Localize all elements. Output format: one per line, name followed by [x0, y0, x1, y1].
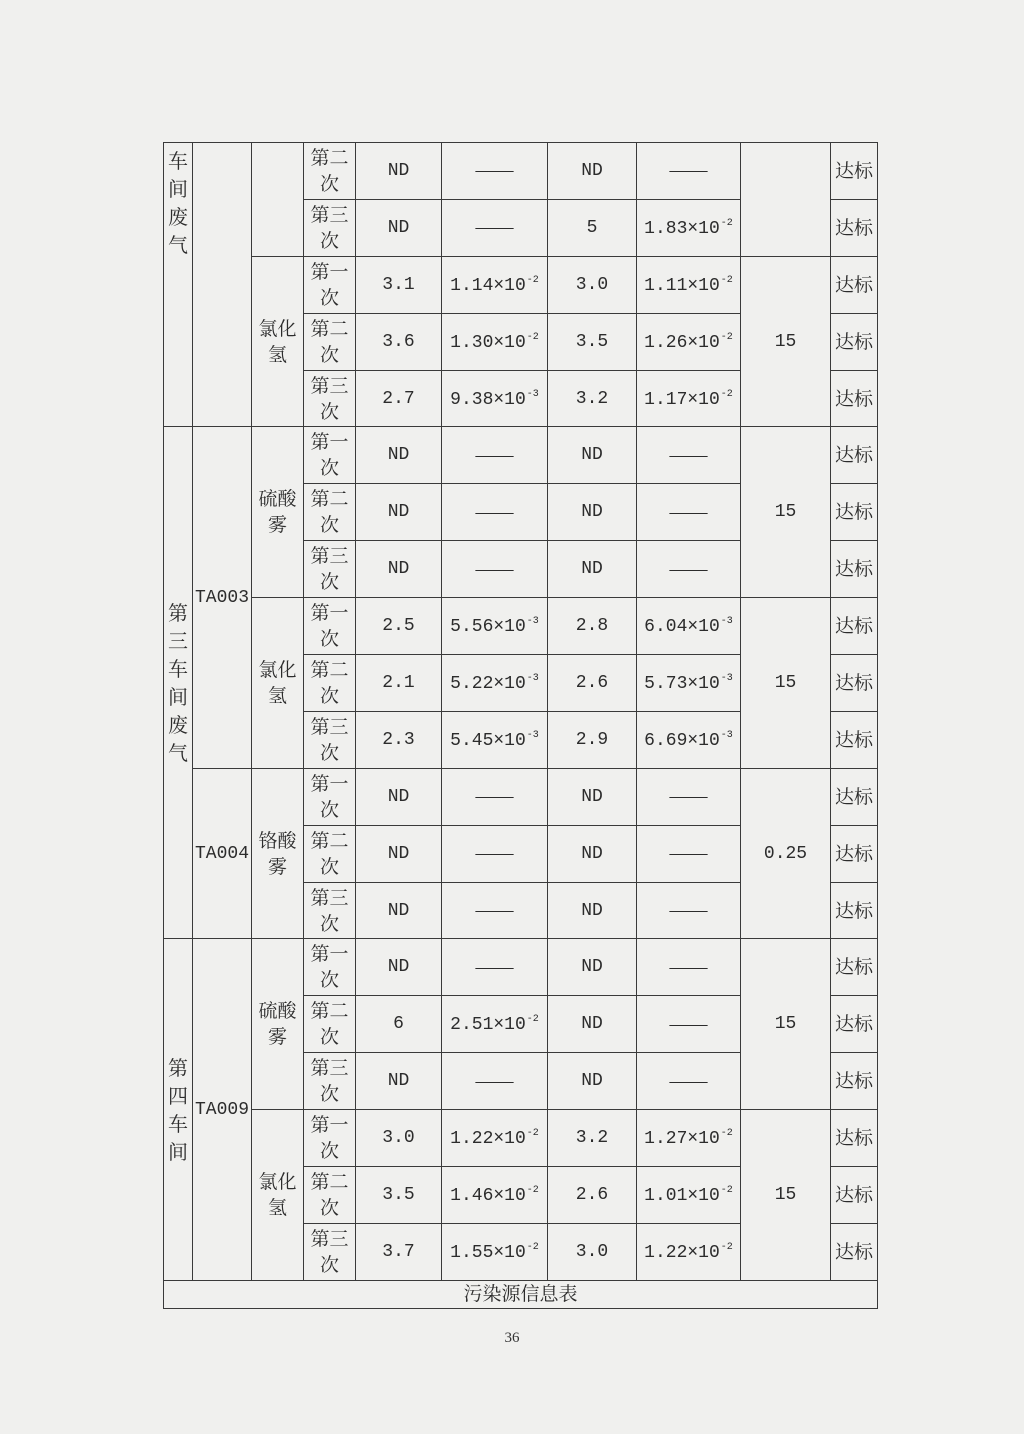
emission-rate-1-mantissa: ——: [475, 217, 514, 239]
emission-rate-2: [637, 939, 741, 996]
concentration-1: 6: [356, 996, 442, 1053]
table-row: [164, 256, 878, 313]
sampling-times: 第二次: [304, 143, 356, 200]
concentration-1: 2.3: [356, 711, 442, 768]
emission-rate-2: [637, 1223, 741, 1280]
sampling-times: 第二次: [304, 313, 356, 370]
compliance-result: 达标: [831, 655, 878, 712]
workshop-label: 第四车间: [164, 939, 193, 1280]
emission-rate-1: [442, 1110, 548, 1167]
concentration-1: 3.1: [356, 256, 442, 313]
emission-rate-1: [442, 484, 548, 541]
emission-rate-2-mantissa: 1.11×10: [644, 275, 720, 296]
concentration-1: 3.6: [356, 313, 442, 370]
emission-monitoring-table: [163, 142, 878, 1309]
emission-rate-1-mantissa: 5.22×10: [450, 673, 526, 694]
emission-rate-2-exponent: -2: [720, 1241, 733, 1253]
concentration-2: ND: [548, 825, 637, 882]
emission-rate-1: [442, 655, 548, 712]
compliance-result: 达标: [831, 484, 878, 541]
emission-rate-2-mantissa: 5.73×10: [644, 673, 720, 694]
emission-rate-1: [442, 427, 548, 484]
concentration-1: 2.7: [356, 370, 442, 427]
emission-rate-1-exponent: -3: [526, 616, 539, 628]
table-row: [164, 939, 878, 996]
outlet-id: TA003: [193, 427, 252, 768]
emission-rate-1: [442, 882, 548, 939]
pollutant-name: 硫酸雾: [252, 939, 304, 1110]
emission-rate-1-mantissa: 1.14×10: [450, 275, 526, 296]
concentration-2: ND: [548, 939, 637, 996]
emission-rate-1: [442, 256, 548, 313]
emission-rate-2-mantissa: 1.26×10: [644, 332, 720, 353]
emission-rate-2-exponent: -2: [720, 1128, 733, 1140]
concentration-2: ND: [548, 143, 637, 200]
emission-rate-2: [637, 882, 741, 939]
outlet-id: TA009: [193, 939, 252, 1280]
emission-rate-2: [637, 256, 741, 313]
emission-rate-2: [637, 484, 741, 541]
sampling-times: 第三次: [304, 370, 356, 427]
limit-value: [741, 143, 831, 257]
concentration-1: ND: [356, 1053, 442, 1110]
concentration-1: ND: [356, 199, 442, 256]
emission-rate-1-mantissa: 1.55×10: [450, 1242, 526, 1263]
compliance-result: 达标: [831, 256, 878, 313]
emission-rate-2: [637, 199, 741, 256]
emission-rate-1: [442, 996, 548, 1053]
compliance-result: 达标: [831, 825, 878, 882]
sampling-times: 第二次: [304, 996, 356, 1053]
emission-rate-1: [442, 711, 548, 768]
outlet-id: TA004: [193, 768, 252, 939]
sampling-times: 第二次: [304, 1167, 356, 1224]
sampling-times: 第三次: [304, 541, 356, 598]
sampling-times: 第二次: [304, 825, 356, 882]
emission-rate-1: [442, 143, 548, 200]
emission-rate-2: [637, 370, 741, 427]
concentration-2: ND: [548, 427, 637, 484]
sampling-times: 第一次: [304, 1110, 356, 1167]
concentration-1: 3.0: [356, 1110, 442, 1167]
sampling-times: 第三次: [304, 1053, 356, 1110]
compliance-result: 达标: [831, 882, 878, 939]
concentration-2: 2.6: [548, 655, 637, 712]
sampling-times: 第二次: [304, 484, 356, 541]
emission-rate-1-mantissa: 5.56×10: [450, 617, 526, 638]
emission-rate-2-mantissa: 1.27×10: [644, 1129, 720, 1150]
concentration-2: ND: [548, 768, 637, 825]
concentration-2: 2.9: [548, 711, 637, 768]
emission-rate-2-mantissa: ——: [669, 558, 708, 580]
compliance-result: 达标: [831, 711, 878, 768]
emission-rate-2: [637, 655, 741, 712]
emission-rate-2-mantissa: ——: [669, 956, 708, 978]
table-row: [164, 427, 878, 484]
emission-rate-2-mantissa: ——: [669, 1013, 708, 1035]
emission-rate-1: [442, 768, 548, 825]
emission-rate-1-mantissa: ——: [475, 843, 514, 865]
emission-rate-1: [442, 1223, 548, 1280]
concentration-2: 3.2: [548, 1110, 637, 1167]
concentration-2: 2.8: [548, 598, 637, 655]
limit-value: 15: [741, 427, 831, 598]
emission-rate-2-mantissa: ——: [669, 160, 708, 182]
concentration-2: 3.0: [548, 1223, 637, 1280]
table-row: [164, 598, 878, 655]
emission-rate-2-mantissa: ——: [669, 843, 708, 865]
emission-rate-1: [442, 1053, 548, 1110]
emission-rate-1: [442, 825, 548, 882]
emission-rate-1-exponent: -2: [526, 331, 539, 343]
emission-rate-1-exponent: -2: [526, 1184, 539, 1196]
limit-value: 15: [741, 256, 831, 427]
concentration-1: 2.5: [356, 598, 442, 655]
concentration-2: 2.6: [548, 1167, 637, 1224]
emission-rate-1-exponent: -2: [526, 1241, 539, 1253]
concentration-2: ND: [548, 541, 637, 598]
compliance-result: 达标: [831, 427, 878, 484]
emission-rate-2: [637, 768, 741, 825]
compliance-result: 达标: [831, 313, 878, 370]
sampling-times: 第二次: [304, 655, 356, 712]
limit-value: 15: [741, 598, 831, 769]
pollutant-name: 氯化氢: [252, 1110, 304, 1281]
compliance-result: 达标: [831, 768, 878, 825]
emission-rate-2: [637, 996, 741, 1053]
emission-rate-2-exponent: -2: [720, 217, 733, 229]
emission-rate-1-mantissa: 1.22×10: [450, 1129, 526, 1150]
emission-rate-1-exponent: -3: [526, 388, 539, 400]
table-row: [164, 768, 878, 825]
concentration-1: 2.1: [356, 655, 442, 712]
concentration-1: ND: [356, 427, 442, 484]
sampling-times: 第三次: [304, 711, 356, 768]
emission-rate-2-exponent: -3: [720, 729, 733, 741]
limit-value: 0.25: [741, 768, 831, 939]
compliance-result: 达标: [831, 541, 878, 598]
limit-value: 15: [741, 1110, 831, 1281]
emission-rate-2: [637, 598, 741, 655]
pollutant-name: 铬酸雾: [252, 768, 304, 939]
footer-row: [164, 1280, 878, 1308]
outlet-id: [193, 143, 252, 427]
emission-rate-2-mantissa: 1.17×10: [644, 389, 720, 410]
emission-rate-2-mantissa: ——: [669, 501, 708, 523]
emission-rate-2-mantissa: ——: [669, 786, 708, 808]
page-number: 36: [504, 1330, 520, 1346]
concentration-1: 3.7: [356, 1223, 442, 1280]
emission-rate-2-mantissa: ——: [669, 1070, 708, 1092]
compliance-result: 达标: [831, 598, 878, 655]
compliance-result: 达标: [831, 939, 878, 996]
workshop-label: 车间废气: [164, 143, 193, 427]
emission-rate-1-exponent: -3: [526, 729, 539, 741]
sampling-times: 第三次: [304, 1223, 356, 1280]
emission-rate-2-mantissa: 1.83×10: [644, 218, 720, 239]
emission-rate-2-mantissa: ——: [669, 900, 708, 922]
emission-rate-2: [637, 143, 741, 200]
sampling-times: 第一次: [304, 598, 356, 655]
emission-rate-2: [637, 1053, 741, 1110]
sampling-times: 第三次: [304, 882, 356, 939]
emission-rate-1-mantissa: 1.30×10: [450, 332, 526, 353]
compliance-result: 达标: [831, 199, 878, 256]
emission-rate-1-mantissa: 9.38×10: [450, 389, 526, 410]
compliance-result: 达标: [831, 143, 878, 200]
concentration-2: ND: [548, 996, 637, 1053]
concentration-2: 5: [548, 199, 637, 256]
sampling-times: 第一次: [304, 939, 356, 996]
emission-rate-1: [442, 598, 548, 655]
emission-rate-2-mantissa: ——: [669, 444, 708, 466]
emission-rate-1-mantissa: ——: [475, 786, 514, 808]
concentration-1: ND: [356, 541, 442, 598]
emission-rate-1: [442, 313, 548, 370]
pollutant-name: 氯化氢: [252, 598, 304, 769]
emission-rate-2-mantissa: 1.22×10: [644, 1242, 720, 1263]
compliance-result: 达标: [831, 996, 878, 1053]
emission-rate-2-mantissa: 6.04×10: [644, 617, 720, 638]
table-footer-title: 污染源信息表: [164, 1280, 878, 1308]
emission-rate-1: [442, 541, 548, 598]
emission-rate-1-mantissa: ——: [475, 956, 514, 978]
emission-rate-1-mantissa: ——: [475, 160, 514, 182]
emission-rate-2: [637, 427, 741, 484]
concentration-1: ND: [356, 825, 442, 882]
emission-rate-2-exponent: -3: [720, 672, 733, 684]
table-row: [164, 143, 878, 200]
sampling-times: 第一次: [304, 256, 356, 313]
concentration-1: ND: [356, 143, 442, 200]
emission-rate-2-mantissa: 1.01×10: [644, 1185, 720, 1206]
emission-rate-2: [637, 1110, 741, 1167]
emission-rate-1-mantissa: ——: [475, 1070, 514, 1092]
emission-rate-1-exponent: -2: [526, 1128, 539, 1140]
table-body: [164, 143, 878, 1309]
compliance-result: 达标: [831, 1110, 878, 1167]
table-row: [164, 1110, 878, 1167]
concentration-1: ND: [356, 939, 442, 996]
concentration-2: 3.5: [548, 313, 637, 370]
emission-rate-1-mantissa: 5.45×10: [450, 730, 526, 751]
emission-rate-2-exponent: -3: [720, 616, 733, 628]
emission-rate-1: [442, 199, 548, 256]
concentration-1: ND: [356, 768, 442, 825]
pollutant-name: 硫酸雾: [252, 427, 304, 598]
emission-rate-1-mantissa: ——: [475, 558, 514, 580]
emission-rate-2-mantissa: 6.69×10: [644, 730, 720, 751]
concentration-2: ND: [548, 882, 637, 939]
emission-rate-2: [637, 825, 741, 882]
sampling-times: 第一次: [304, 768, 356, 825]
emission-rate-1-mantissa: 2.51×10: [450, 1015, 526, 1036]
concentration-2: 3.0: [548, 256, 637, 313]
emission-rate-1-mantissa: ——: [475, 501, 514, 523]
emission-rate-2: [637, 1167, 741, 1224]
emission-rate-1: [442, 939, 548, 996]
compliance-result: 达标: [831, 370, 878, 427]
concentration-2: ND: [548, 484, 637, 541]
emission-rate-2-exponent: -2: [720, 274, 733, 286]
emission-rate-1-exponent: -2: [526, 1014, 539, 1026]
compliance-result: 达标: [831, 1167, 878, 1224]
emission-rate-1: [442, 370, 548, 427]
compliance-result: 达标: [831, 1053, 878, 1110]
emission-rate-2-exponent: -2: [720, 331, 733, 343]
emission-rate-2: [637, 541, 741, 598]
emission-rate-1-exponent: -2: [526, 274, 539, 286]
emission-rate-2: [637, 313, 741, 370]
concentration-2: ND: [548, 1053, 637, 1110]
concentration-1: ND: [356, 882, 442, 939]
sampling-times: 第三次: [304, 199, 356, 256]
emission-rate-1-mantissa: 1.46×10: [450, 1185, 526, 1206]
concentration-1: 3.5: [356, 1167, 442, 1224]
limit-value: 15: [741, 939, 831, 1110]
emission-rate-2-exponent: -2: [720, 388, 733, 400]
emission-rate-2: [637, 711, 741, 768]
emission-rate-2-exponent: -2: [720, 1184, 733, 1196]
pollutant-name: [252, 143, 304, 257]
concentration-2: 3.2: [548, 370, 637, 427]
sampling-times: 第一次: [304, 427, 356, 484]
workshop-label: 第三车间废气: [164, 427, 193, 939]
emission-rate-1-exponent: -3: [526, 672, 539, 684]
emission-rate-1-mantissa: ——: [475, 444, 514, 466]
concentration-1: ND: [356, 484, 442, 541]
compliance-result: 达标: [831, 1223, 878, 1280]
emission-rate-1-mantissa: ——: [475, 900, 514, 922]
emission-rate-1: [442, 1167, 548, 1224]
pollutant-name: 氯化氢: [252, 256, 304, 427]
